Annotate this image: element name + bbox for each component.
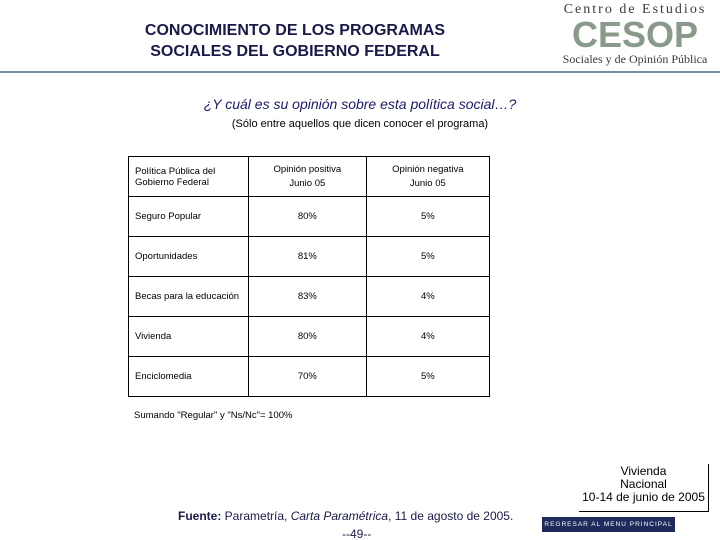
source-post: , 11 de agosto de 2005. xyxy=(388,509,514,523)
title-line-1: CONOCIMIENTO DE LOS PROGRAMAS xyxy=(144,22,446,39)
row-negative: 5% xyxy=(366,357,489,397)
cesop-logo xyxy=(555,2,715,66)
logo-top-text: Centro de Estudios xyxy=(555,2,715,19)
note-line-1: Vivienda xyxy=(620,464,667,478)
row-name: Oportunidades xyxy=(129,237,249,277)
logo-bottom-text: Sociales y de Opinión Pública xyxy=(562,52,708,66)
table-row xyxy=(129,197,490,237)
source-pre: Parametría, xyxy=(221,509,291,523)
page-number: --49-- xyxy=(342,527,372,540)
header-negative xyxy=(366,157,489,197)
return-main-menu-button[interactable]: REGRESAR AL MENU PRINCIPAL xyxy=(542,517,675,532)
row-positive: 81% xyxy=(249,237,367,277)
note-line-3: 10-14 de junio de 2005 xyxy=(582,490,705,504)
row-name: Seguro Popular xyxy=(129,197,249,237)
row-name: Becas para la educación xyxy=(129,277,249,317)
table-row xyxy=(129,357,490,397)
row-positive: 83% xyxy=(249,277,367,317)
row-positive: 80% xyxy=(249,197,367,237)
row-positive: 70% xyxy=(249,357,367,397)
survey-subnote: (Sólo entre aquellos que dicen conocer el programa) xyxy=(231,118,489,130)
title-line-2: SOCIALES DEL GOBIERNO FEDERAL xyxy=(150,43,440,60)
survey-question: ¿Y cuál es su opinión sobre esta política social…? xyxy=(203,96,517,112)
table-row xyxy=(129,237,490,277)
row-negative: 4% xyxy=(366,317,489,357)
row-negative: 4% xyxy=(366,277,489,317)
header-positive-date: Junio 05 xyxy=(289,177,326,189)
table-footnote: Sumando "Regular" y "Ns/Nc"= 100% xyxy=(134,410,293,421)
row-name: Vivienda xyxy=(129,317,249,357)
note-line-2: Nacional xyxy=(620,477,667,491)
header-negative-date: Junio 05 xyxy=(409,177,446,189)
survey-note-box xyxy=(579,464,709,512)
logo-mark xyxy=(555,18,715,50)
source-label: Fuente: xyxy=(178,509,222,523)
row-negative: 5% xyxy=(366,197,489,237)
table-row xyxy=(129,317,490,357)
header-category: Política Pública del Gobierno Federal xyxy=(129,157,249,197)
opinion-table xyxy=(128,156,490,397)
source-citation xyxy=(178,509,513,523)
table-row xyxy=(129,277,490,317)
row-negative: 5% xyxy=(366,237,489,277)
header-negative-label: Opinión negativa xyxy=(392,163,464,175)
page-title xyxy=(110,20,480,62)
row-positive: 80% xyxy=(249,317,367,357)
source-publication: Carta Paramétrica xyxy=(290,509,389,523)
header-divider xyxy=(0,71,720,73)
table-header-row xyxy=(129,157,490,197)
logo-mark-text: CESOP xyxy=(571,18,699,50)
row-name: Enciclomedia xyxy=(129,357,249,397)
header-positive-label: Opinión positiva xyxy=(273,163,342,175)
header-positive xyxy=(249,157,367,197)
